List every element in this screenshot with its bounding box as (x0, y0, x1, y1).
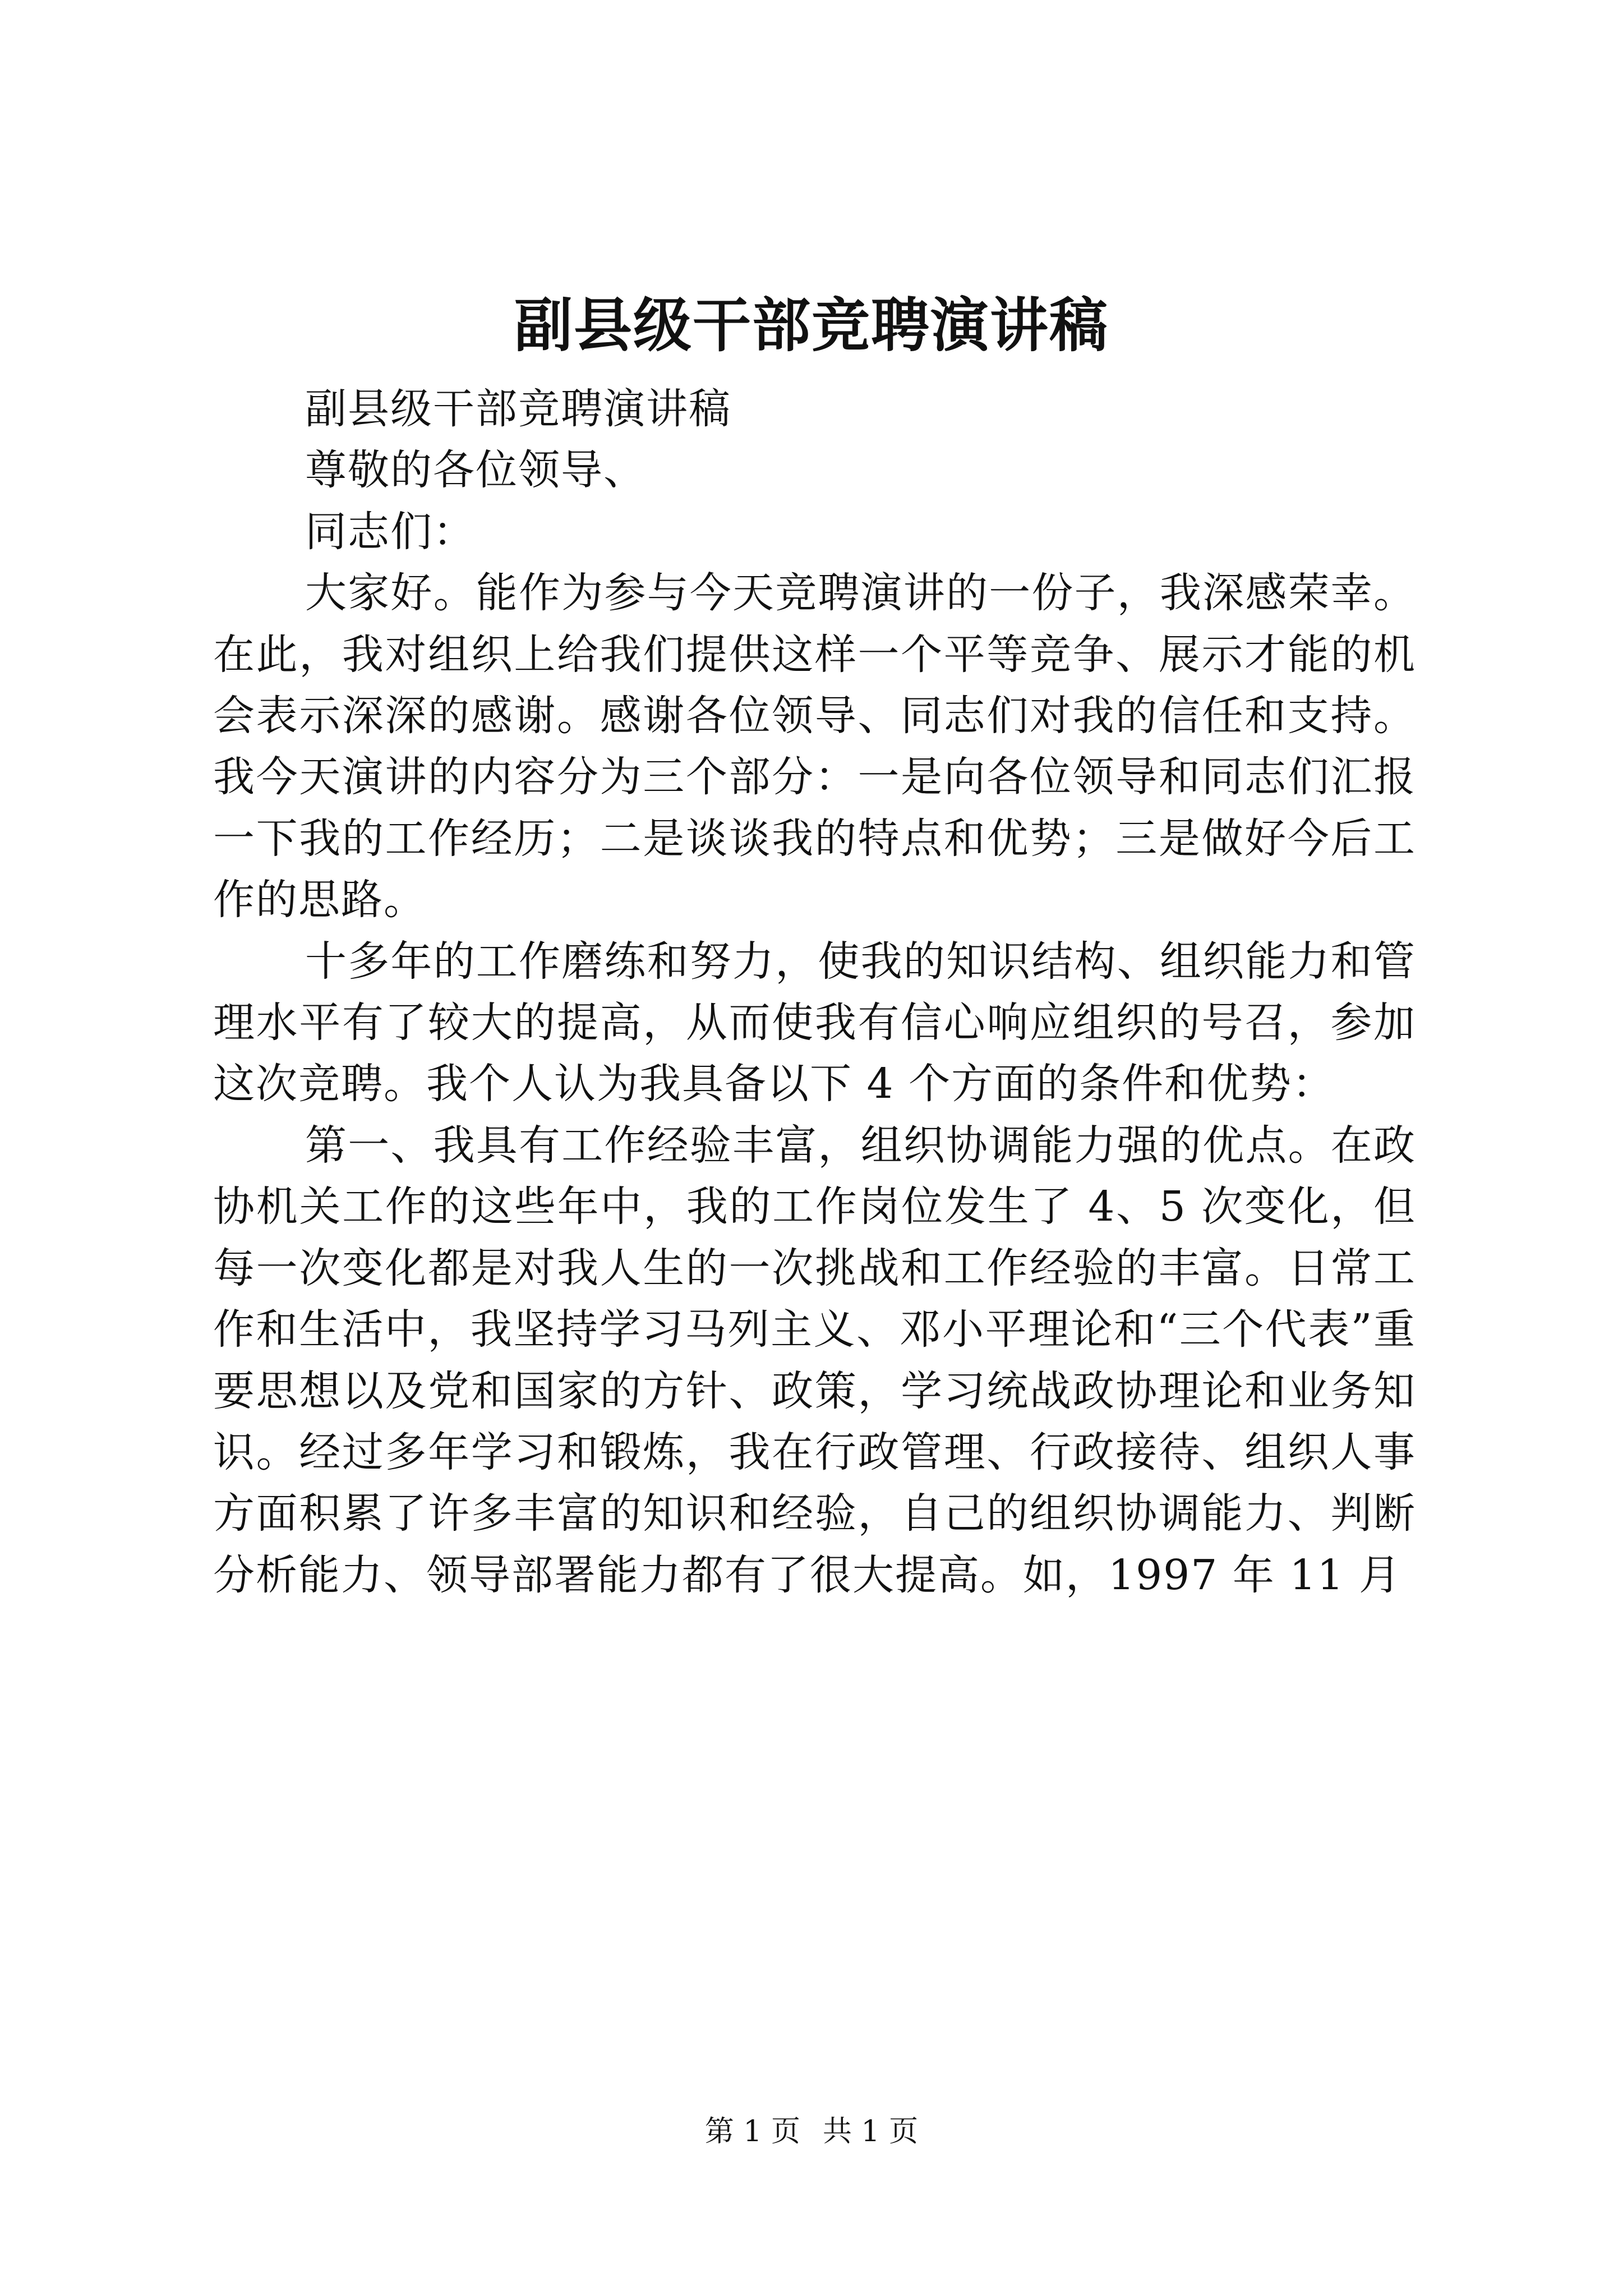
paragraph-opening: 大家好。能作为参与今天竞聘演讲的一份子，我深感荣幸。在此，我对组织上给我们提供这样一个平等竞争、展示才能的机会表示深深的感谢。感谢各位领导、同志们对我的信任和支持。我今天演讲的内容分为三个部分：一是向各位领导和同志们汇报一下我的工作经历；二是谈谈我的特点和优势；三是做好今后工作的思路。 (213, 569, 1416, 924)
page-footer (0, 2112, 1623, 2151)
document-body (213, 379, 1416, 1606)
page-total: 共 1 页 (823, 2115, 919, 2148)
paragraph-salutation: 尊敬的各位领导、 (305, 446, 646, 495)
paragraph-experience: 十多年的工作磨练和努力，使我的知识结构、组织能力和管理水平有了较大的提高，从而使我有信心响应组织的号召，参加这次竞聘。我个人认为我具备以下 4 个方面的条件和优势： (213, 937, 1416, 1108)
page-number: 第 1 页 (704, 2115, 800, 2148)
document-title: 副县级干部竞聘演讲稿 (514, 291, 1109, 360)
paragraph-salutation-2: 同志们： (305, 507, 476, 556)
paragraph-point-one: 第一、我具有工作经验丰富，组织协调能力强的优点。在政协机关工作的这些年中，我的工作岗位发生了 4、5 次变化，但每一次变化都是对我人生的一次挑战和工作经验的丰富。日常工作和生活中，我坚持学习马列主义、邓小平理论和“三个代表”重要思想以及党和国家的方针、政策，学习统战政协理论和业务知识。经过多年学习和锻炼，我在行政管理、行政接待、组织人事方面积累了许多丰富的知识和经验，自己的组织协调能力、判断分析能力、领导部署能力都有了很大提高。如，1997 年 11 月 (213, 1121, 1416, 1599)
paragraph-subtitle: 副县级干部竞聘演讲稿 (305, 385, 731, 433)
